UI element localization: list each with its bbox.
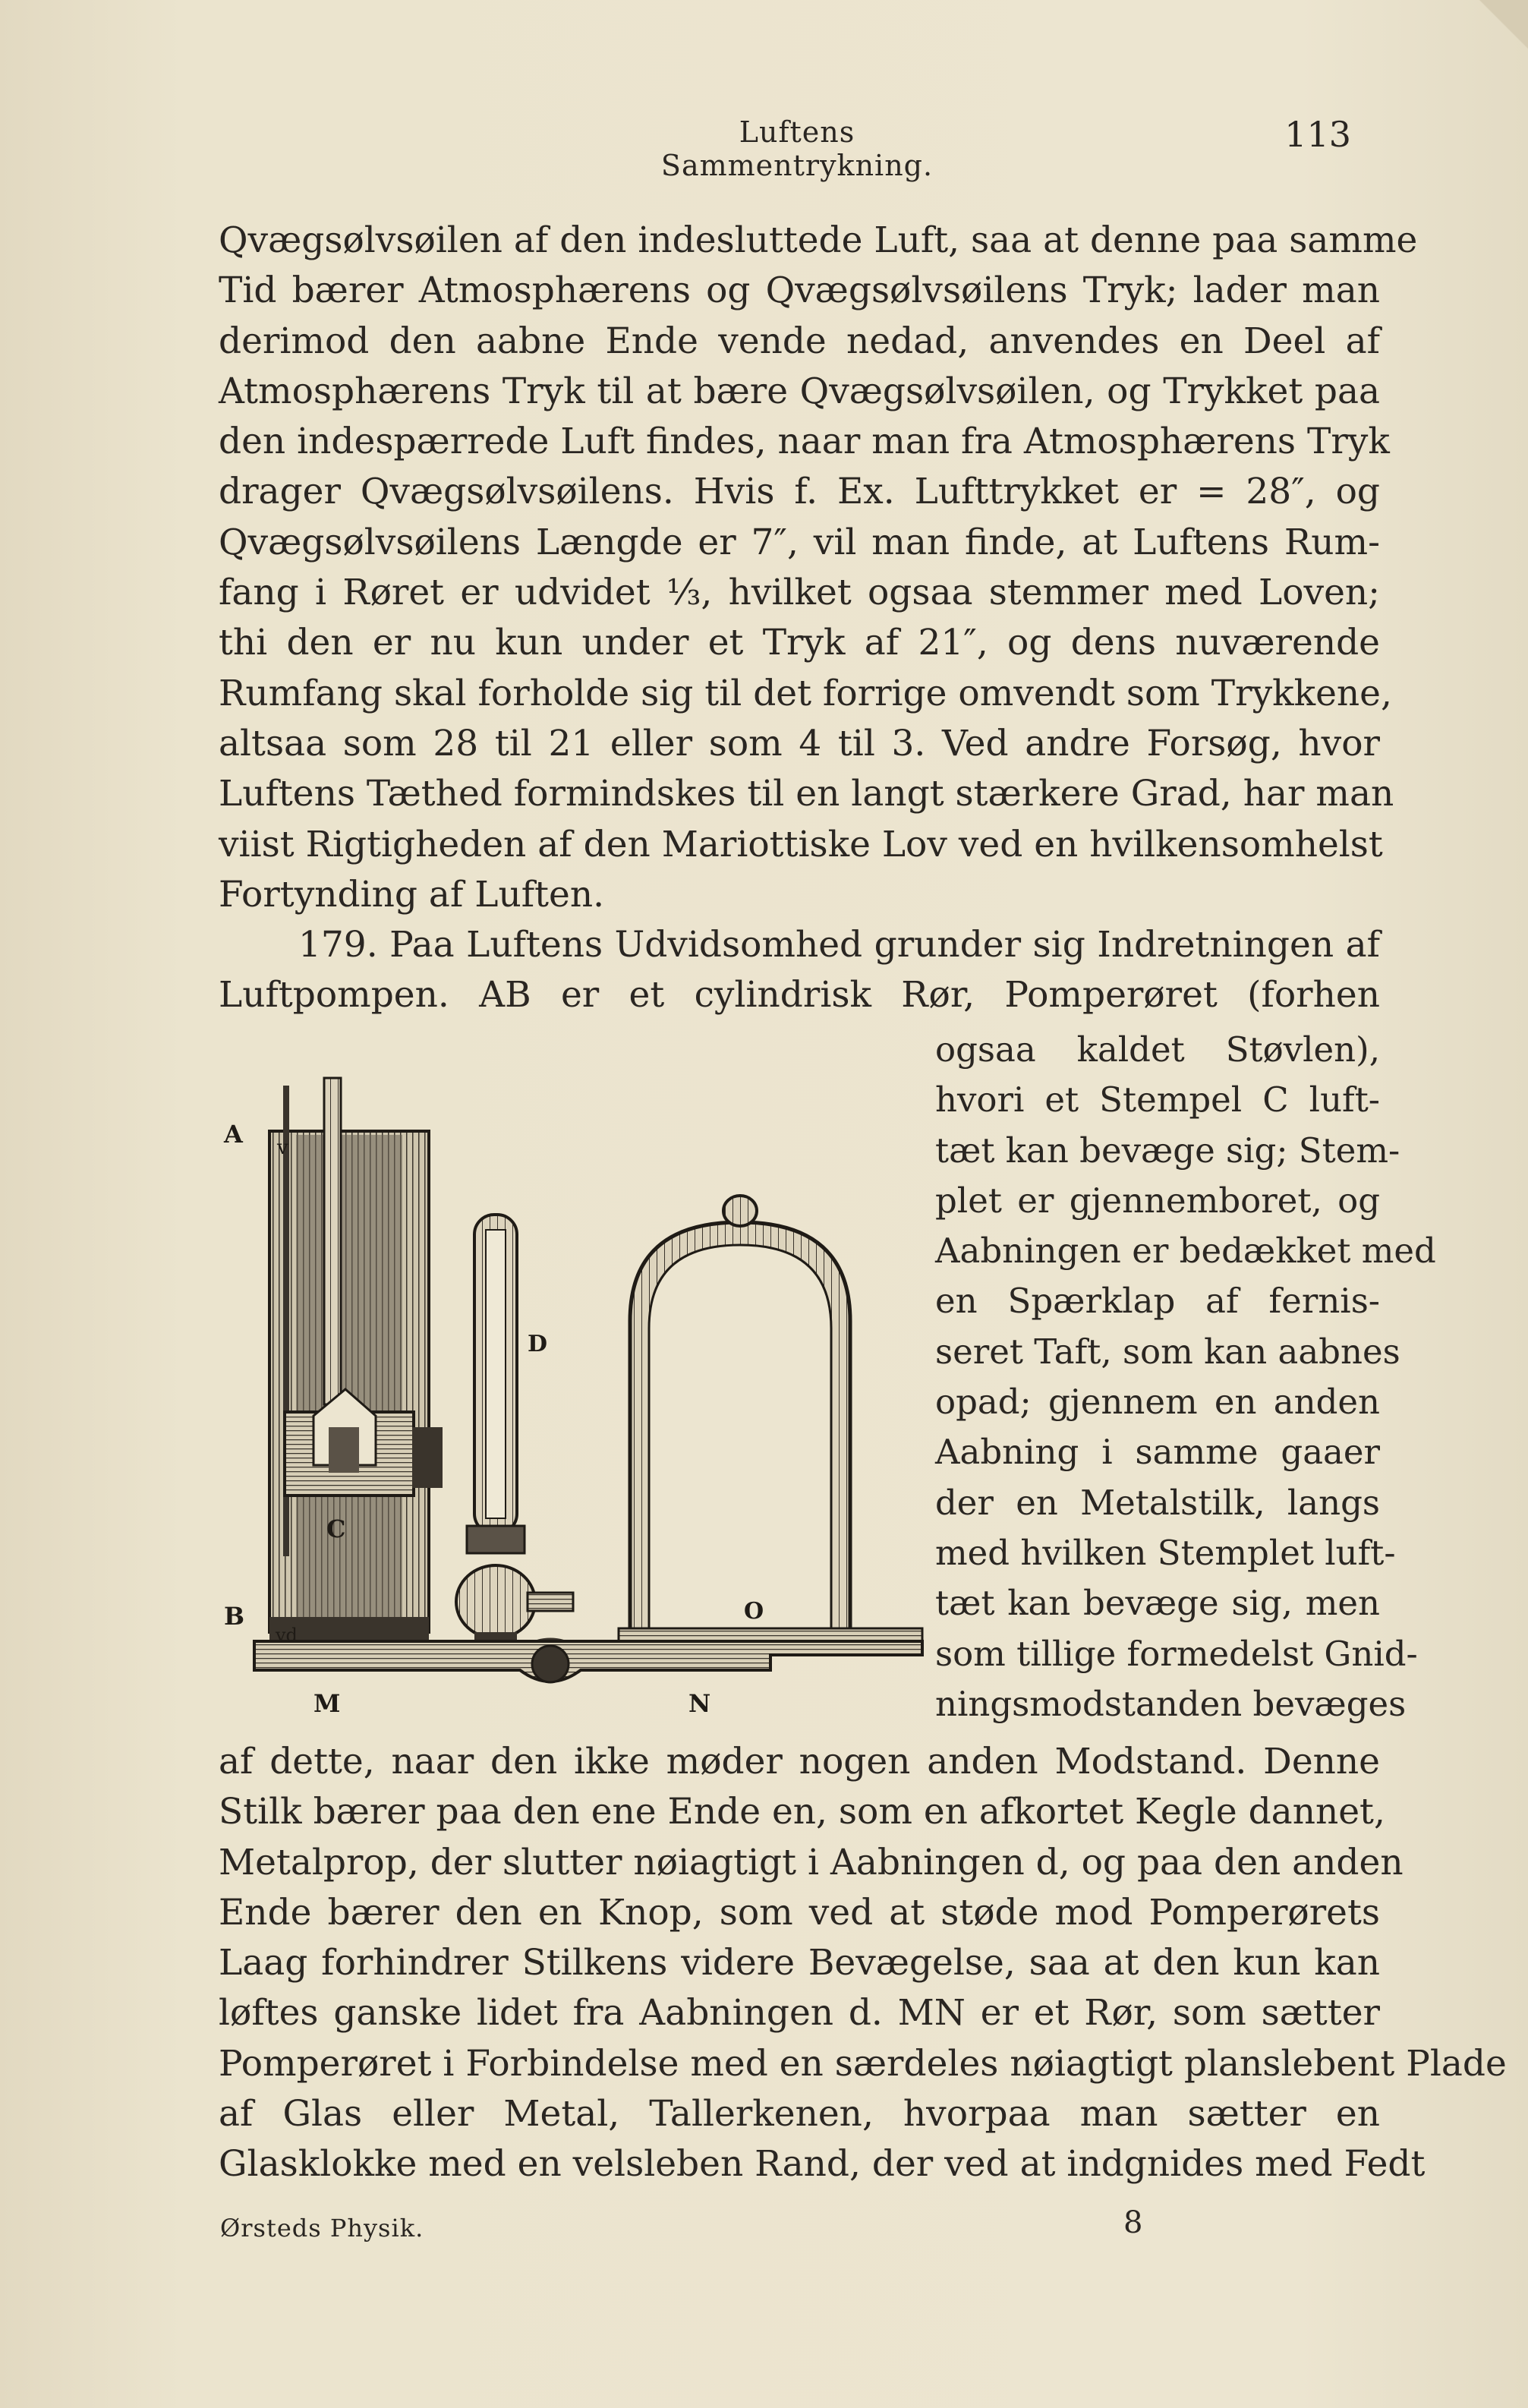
text-line: Laag forhindrer Stilkens videre Bevægelse, saa at den kun kan — [219, 1942, 1380, 1984]
text-line: ogsaa kaldet Støvlen), — [935, 1029, 1380, 1070]
text-line: 179. Paa Luftens Udvidsomhed grunder sig Indretningen af — [298, 924, 1380, 966]
text-line: tæt kan bevæge sig, men — [935, 1583, 1380, 1624]
label-O: O — [744, 1598, 764, 1625]
text-line: Fortynding af Luften. — [219, 873, 605, 916]
paragraph-1 — [219, 216, 1418, 1021]
text-line: Metalprop, der slutter nøiagtigt i Aabningen d, og paa den anden — [219, 1841, 1404, 1883]
text-line: løftes ganske lidet fra Aabningen d. MN er et Rør, som sætter — [219, 1992, 1380, 2035]
text-line: Stilk bærer paa den ene Ende en, som en afkortet Kegle dannet, — [219, 1791, 1385, 1833]
label-D: D — [528, 1331, 548, 1357]
text-line: opad; gjennem en anden — [935, 1382, 1380, 1423]
label-vd: vd — [276, 1625, 298, 1646]
text-line: derimod den aabne Ende vende nedad, anvendes en Deel af — [219, 320, 1380, 362]
sheet-number: 8 — [1123, 2205, 1143, 2240]
figure-wrap-text — [935, 1025, 1436, 1729]
text-line: den indespærrede Luft findes, naar man fra Atmosphærens Tryk — [219, 421, 1390, 463]
page-number: 113 — [1284, 114, 1351, 155]
text-line: Qvægsølvsøilen af den indesluttede Luft, saa at denne paa samme — [219, 219, 1418, 261]
text-line: af dette, naar den ikke møder nogen anden Modstand. Denne — [219, 1741, 1380, 1782]
text-line: Atmosphærens Tryk til at bære Qvægsølvsøilen, og Trykket paa — [219, 370, 1380, 412]
text-line: tæt kan bevæge sig; Stem- — [935, 1130, 1400, 1171]
text-line: Rumfang skal forholde sig til det forrige omvendt som Trykkene, — [219, 672, 1392, 714]
text-line: Aabningen er bedækket med — [935, 1231, 1436, 1272]
signature-mark: Ørsteds Physik. — [220, 2214, 424, 2243]
text-line: seret Taft, som kan aabnes — [935, 1331, 1400, 1372]
bell-jar-knob — [723, 1196, 757, 1226]
text-line: Glasklokke med en velsleben Rand, der ved at indgnides med Fedt — [219, 2143, 1426, 2186]
text-line: Aabning i samme gaaer — [935, 1432, 1380, 1473]
text-line: af Glas eller Metal, Tallerkenen, hvorpaa man sætter en — [219, 2093, 1380, 2135]
text-line: Luftens Tæthed formindskes til en langt stærkere Grad, har man — [219, 773, 1394, 815]
text-line: Luftpompen. AB er et cylindrisk Rør, Pomperøret (forhen — [219, 974, 1380, 1016]
page-corner — [1437, 0, 1528, 68]
text-line: Qvægsølvsøilens Længde er 7″, vil man finde, at Luftens Rum- — [219, 521, 1380, 563]
text-line: en Spærklap af fernis- — [935, 1281, 1380, 1322]
label-N: N — [688, 1689, 711, 1718]
text-line: ningsmodstanden bevæges — [935, 1683, 1407, 1724]
text-line: Ende bærer den en Knop, som ved at støde mod Pomperørets — [219, 1891, 1380, 1934]
label-C: C — [326, 1514, 346, 1543]
text-line: fang i Røret er udvidet ⅓, hvilket ogsaa stemmer med Loven; — [219, 572, 1380, 614]
piston-rod — [324, 1078, 341, 1404]
text-line: altsaa som 28 til 21 eller som 4 til 3. Ved andre Forsøg, hvor — [219, 722, 1380, 764]
text-line: Pomperøret i Forbindelse med en særdeles nøiagtigt planslebent Plade — [219, 2042, 1507, 2085]
label-B: B — [224, 1602, 245, 1631]
air-pump-figure — [224, 1070, 934, 1723]
text-line: hvori et Stempel C luft- — [935, 1080, 1380, 1120]
text-line: plet er gjennemboret, og — [935, 1180, 1380, 1221]
text-line: Tid bærer Atmosphærens og Qvægsølvsøilens Tryk; lader man — [219, 269, 1380, 312]
label-M: M — [313, 1689, 341, 1718]
text-line: med hvilken Stemplet luft- — [935, 1532, 1396, 1573]
connecting-pipe — [254, 1641, 922, 1682]
text-line: thi den er nu kun under et Tryk af 21″, og dens nuværende — [219, 622, 1380, 664]
label-v: v — [277, 1136, 288, 1159]
text-line: viist Rigtigheden af den Mariottiske Lov ved en hvilkensomhelst — [219, 823, 1383, 865]
running-head: Luftens Sammentrykning. — [660, 115, 934, 182]
text-line: drager Qvægsølvsøilens. Hvis f. Ex. Lufttrykket er = 28″, og — [219, 471, 1380, 513]
paragraph-2-continued — [219, 1737, 1507, 2190]
text-line: som tillige formedelst Gnid- — [935, 1633, 1418, 1674]
label-A: A — [224, 1120, 243, 1149]
text-line: der en Metalstilk, langs — [935, 1482, 1380, 1523]
stopcock — [456, 1565, 535, 1638]
